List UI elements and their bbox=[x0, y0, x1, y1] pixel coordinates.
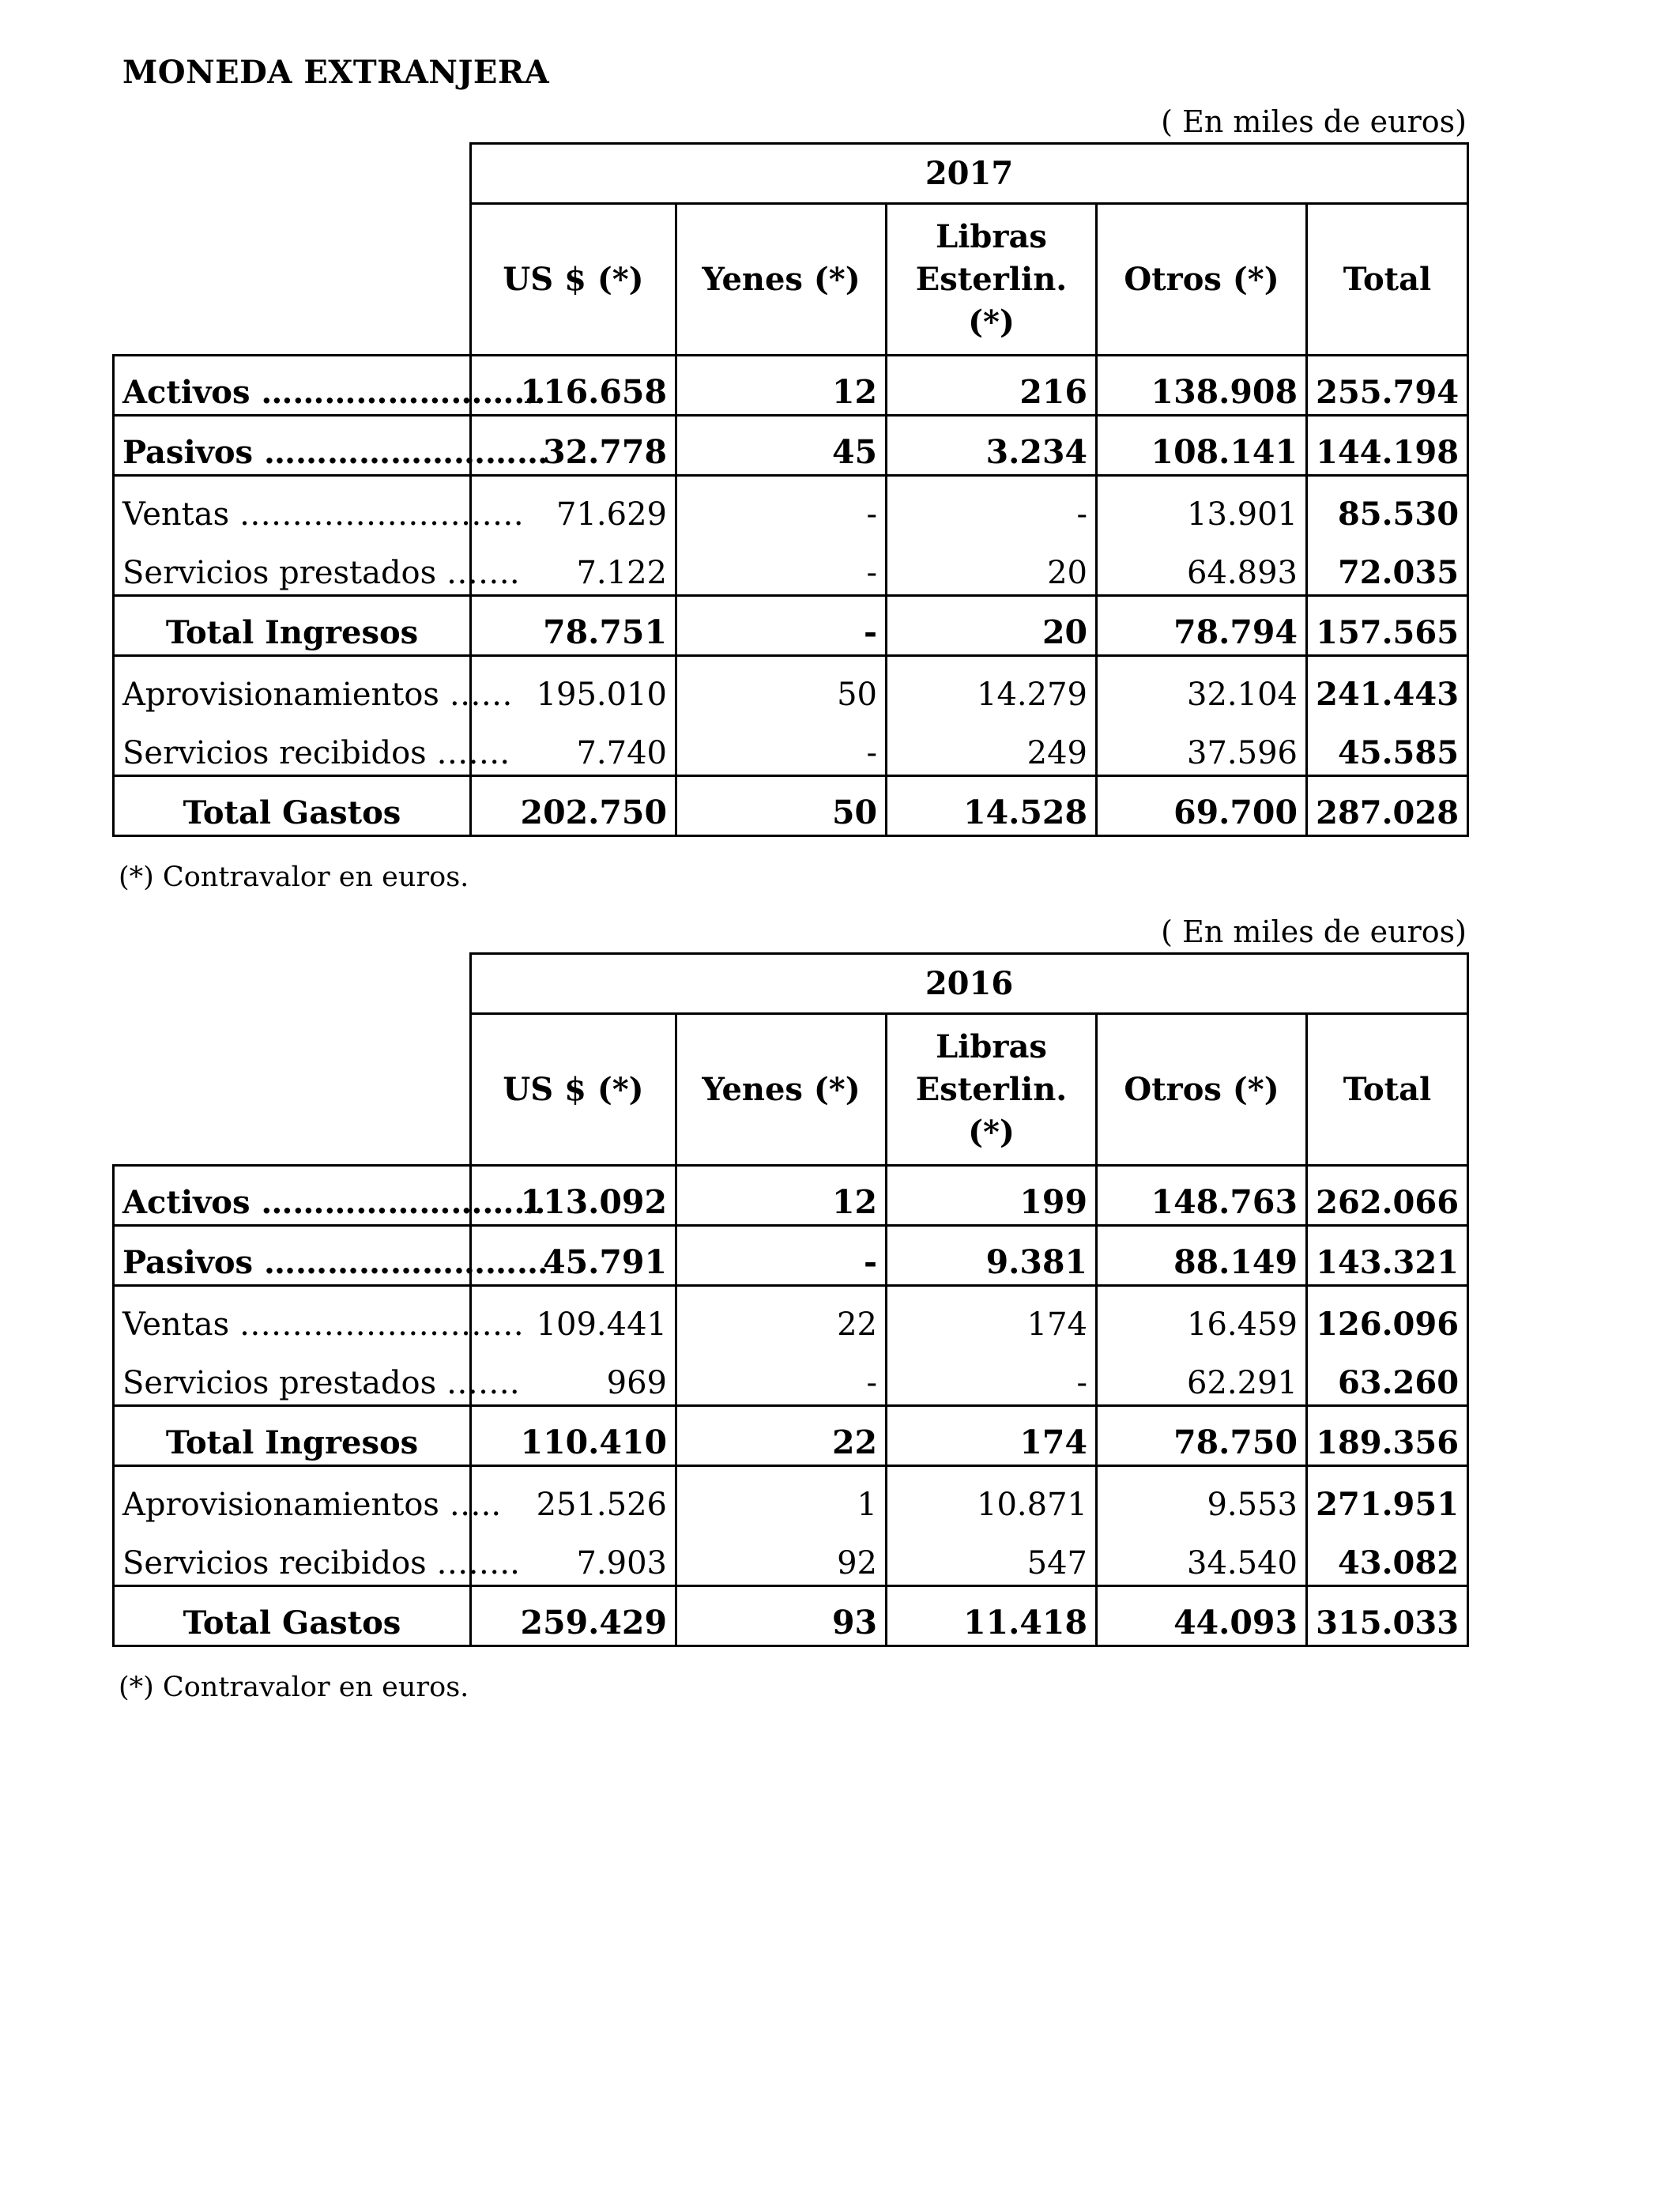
table-block-2017 bbox=[112, 103, 1467, 901]
cell-total: 241.443 bbox=[1307, 656, 1468, 716]
cell: 71.629 bbox=[471, 476, 676, 536]
currency-table-2017 bbox=[112, 142, 1469, 837]
row-label: Aprovisionamientos ….. bbox=[114, 1466, 471, 1526]
cell: 50 bbox=[676, 776, 887, 836]
year-header: 2017 bbox=[471, 144, 1468, 204]
cell: 11.418 bbox=[887, 1586, 1097, 1646]
table-row bbox=[114, 476, 1468, 536]
row-label: Total Ingresos bbox=[114, 1406, 471, 1466]
cell: 13.901 bbox=[1097, 476, 1307, 536]
cell: 62.291 bbox=[1097, 1346, 1307, 1406]
row-label: Aprovisionamientos …… bbox=[114, 656, 471, 716]
cell: 78.794 bbox=[1097, 596, 1307, 656]
cell: 45.791 bbox=[471, 1226, 676, 1286]
cell: 1 bbox=[676, 1466, 887, 1526]
cell-total: 271.951 bbox=[1307, 1466, 1468, 1526]
row-label: Total Gastos bbox=[114, 1586, 471, 1646]
cell: 88.149 bbox=[1097, 1226, 1307, 1286]
cell: 14.528 bbox=[887, 776, 1097, 836]
cell: 20 bbox=[887, 536, 1097, 596]
cell: - bbox=[676, 1346, 887, 1406]
cell: 93 bbox=[676, 1586, 887, 1646]
cell: 92 bbox=[676, 1526, 887, 1586]
cell: 9.381 bbox=[887, 1226, 1097, 1286]
cell: - bbox=[676, 476, 887, 536]
table-row bbox=[114, 1346, 1468, 1406]
cell: 148.763 bbox=[1097, 1166, 1307, 1226]
cell: 34.540 bbox=[1097, 1526, 1307, 1586]
row-label: Servicios recibidos ……. bbox=[114, 716, 471, 776]
cell: 20 bbox=[887, 596, 1097, 656]
row-label: Pasivos ……………………… bbox=[114, 416, 471, 476]
column-header-otros: Otros (*) bbox=[1097, 204, 1307, 356]
column-header-total: Total bbox=[1307, 204, 1468, 356]
table-row-subtotal bbox=[114, 776, 1468, 836]
cell: 7.122 bbox=[471, 536, 676, 596]
cell-total: 43.082 bbox=[1307, 1526, 1468, 1586]
cell: 10.871 bbox=[887, 1466, 1097, 1526]
row-label: Ventas ……………………… bbox=[114, 1286, 471, 1346]
cell: 69.700 bbox=[1097, 776, 1307, 836]
cell: 113.092 bbox=[471, 1166, 676, 1226]
cell: 50 bbox=[676, 656, 887, 716]
year-header: 2016 bbox=[471, 954, 1468, 1014]
column-header-total: Total bbox=[1307, 1014, 1468, 1166]
unit-label: ( En miles de euros) bbox=[1161, 104, 1467, 139]
cell-total: 255.794 bbox=[1307, 356, 1468, 416]
cell: 7.740 bbox=[471, 716, 676, 776]
row-label: Pasivos ……………………… bbox=[114, 1226, 471, 1286]
cell-total: 72.035 bbox=[1307, 536, 1468, 596]
row-label: Activos ……………………… bbox=[114, 1166, 471, 1226]
cell: 44.093 bbox=[1097, 1586, 1307, 1646]
cell: 12 bbox=[676, 1166, 887, 1226]
cell: - bbox=[676, 716, 887, 776]
cell: 216 bbox=[887, 356, 1097, 416]
table-row bbox=[114, 1526, 1468, 1586]
cell: 78.750 bbox=[1097, 1406, 1307, 1466]
cell: - bbox=[676, 596, 887, 656]
cell: 12 bbox=[676, 356, 887, 416]
cell-total: 126.096 bbox=[1307, 1286, 1468, 1346]
cell: 202.750 bbox=[471, 776, 676, 836]
cell: 37.596 bbox=[1097, 716, 1307, 776]
cell-total: 144.198 bbox=[1307, 416, 1468, 476]
cell: 251.526 bbox=[471, 1466, 676, 1526]
footnote: (*) Contravalor en euros. bbox=[119, 1672, 469, 1703]
cell: 174 bbox=[887, 1286, 1097, 1346]
table-row bbox=[114, 1286, 1468, 1346]
cell: 64.893 bbox=[1097, 536, 1307, 596]
cell: 32.778 bbox=[471, 416, 676, 476]
cell: 547 bbox=[887, 1526, 1097, 1586]
cell-total: 189.356 bbox=[1307, 1406, 1468, 1466]
cell-total: 45.585 bbox=[1307, 716, 1468, 776]
cell: - bbox=[676, 1226, 887, 1286]
cell: 109.441 bbox=[471, 1286, 676, 1346]
table-row bbox=[114, 656, 1468, 716]
cell: 199 bbox=[887, 1166, 1097, 1226]
column-header-otros: Otros (*) bbox=[1097, 1014, 1307, 1166]
cell: 174 bbox=[887, 1406, 1097, 1466]
cell: 195.010 bbox=[471, 656, 676, 716]
cell: 78.751 bbox=[471, 596, 676, 656]
row-label: Servicios recibidos …….. bbox=[114, 1526, 471, 1586]
column-header-usd: US $ (*) bbox=[471, 1014, 676, 1166]
unit-label: ( En miles de euros) bbox=[1161, 914, 1467, 949]
cell: 45 bbox=[676, 416, 887, 476]
cell: 108.141 bbox=[1097, 416, 1307, 476]
footnote: (*) Contravalor en euros. bbox=[119, 861, 469, 893]
cell: - bbox=[887, 476, 1097, 536]
table-row-subtotal bbox=[114, 596, 1468, 656]
cell-total: 85.530 bbox=[1307, 476, 1468, 536]
page-title: MONEDA EXTRANJERA bbox=[122, 54, 550, 91]
table-row bbox=[114, 716, 1468, 776]
cell: 7.903 bbox=[471, 1526, 676, 1586]
cell: 138.908 bbox=[1097, 356, 1307, 416]
cell-total: 143.321 bbox=[1307, 1226, 1468, 1286]
cell-total: 315.033 bbox=[1307, 1586, 1468, 1646]
row-label: Total Ingresos bbox=[114, 596, 471, 656]
cell: 3.234 bbox=[887, 416, 1097, 476]
cell: - bbox=[676, 536, 887, 596]
cell: 22 bbox=[676, 1286, 887, 1346]
cell: 259.429 bbox=[471, 1586, 676, 1646]
table-row bbox=[114, 536, 1468, 596]
cell: 16.459 bbox=[1097, 1286, 1307, 1346]
table-row bbox=[114, 1166, 1468, 1226]
column-header-libras: Libras Esterlin.(*) bbox=[887, 204, 1097, 356]
cell-total: 157.565 bbox=[1307, 596, 1468, 656]
table-row bbox=[114, 1226, 1468, 1286]
cell: 249 bbox=[887, 716, 1097, 776]
row-label: Servicios prestados ……. bbox=[114, 1346, 471, 1406]
cell-total: 63.260 bbox=[1307, 1346, 1468, 1406]
row-label: Ventas ……………………… bbox=[114, 476, 471, 536]
row-label: Activos ……………………… bbox=[114, 356, 471, 416]
cell: 969 bbox=[471, 1346, 676, 1406]
table-block-2016 bbox=[112, 913, 1467, 1711]
table-row bbox=[114, 416, 1468, 476]
cell: 116.658 bbox=[471, 356, 676, 416]
row-label: Servicios prestados ……. bbox=[114, 536, 471, 596]
cell: 110.410 bbox=[471, 1406, 676, 1466]
table-row-subtotal bbox=[114, 1586, 1468, 1646]
currency-table-2016 bbox=[112, 952, 1469, 1647]
cell-total: 262.066 bbox=[1307, 1166, 1468, 1226]
column-header-usd: US $ (*) bbox=[471, 204, 676, 356]
cell: 14.279 bbox=[887, 656, 1097, 716]
column-header-yenes: Yenes (*) bbox=[676, 204, 887, 356]
column-header-yenes: Yenes (*) bbox=[676, 1014, 887, 1166]
cell: 9.553 bbox=[1097, 1466, 1307, 1526]
cell: - bbox=[887, 1346, 1097, 1406]
table-row bbox=[114, 356, 1468, 416]
table-row-subtotal bbox=[114, 1406, 1468, 1466]
table-row bbox=[114, 1466, 1468, 1526]
cell: 32.104 bbox=[1097, 656, 1307, 716]
cell: 22 bbox=[676, 1406, 887, 1466]
cell-total: 287.028 bbox=[1307, 776, 1468, 836]
row-label: Total Gastos bbox=[114, 776, 471, 836]
column-header-libras: Libras Esterlin.(*) bbox=[887, 1014, 1097, 1166]
